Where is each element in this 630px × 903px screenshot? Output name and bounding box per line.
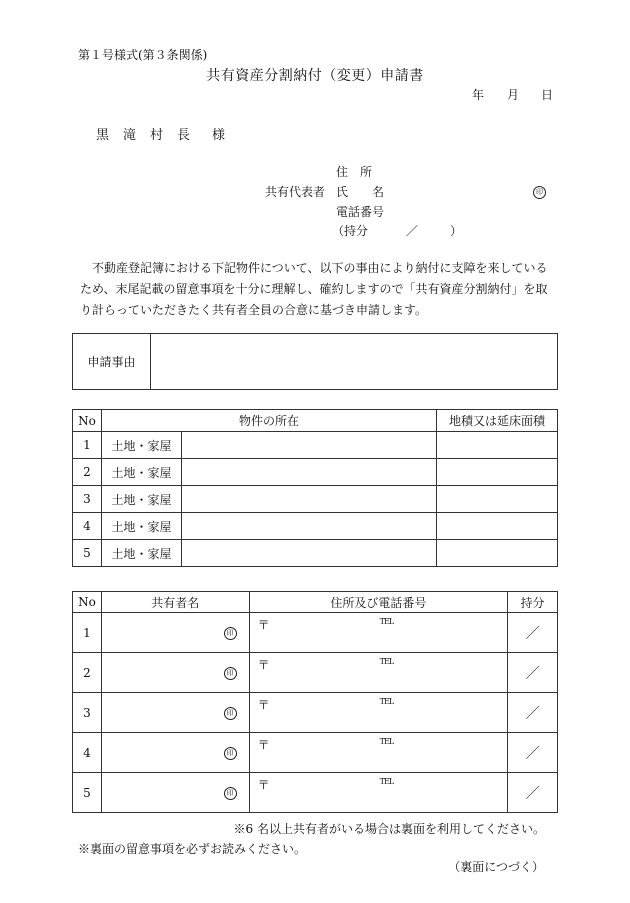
reason-label: 申請事由 (73, 334, 151, 390)
continued-label: （裏面につづく） (448, 860, 544, 874)
seal-mark-icon: 印 (224, 747, 237, 760)
tel-label: TEL (379, 657, 394, 666)
share-slash: ／ (525, 705, 540, 722)
statement-paragraph: 不動産登記簿における下記物件について、以下の事由により納付に支障を来しているため、末尾記載の留意事項を十分に理解し、確約しますので「共有資産分割納付」を取り計らっていただきたく共有者全員の合意に基づき申請します。 (80, 261, 548, 317)
page-title: 共有資産分割納付（変更）申請書 (206, 68, 424, 84)
postal-mark-icon: 〒 (257, 618, 270, 632)
row-number: 3 (73, 486, 102, 513)
share-open: （持分 (332, 224, 369, 238)
property-area-cell[interactable] (437, 540, 558, 567)
owner-share-cell[interactable] (508, 613, 558, 653)
postal-mark-icon: 〒 (257, 778, 270, 792)
owner-name-cell[interactable] (101, 733, 249, 773)
property-area-cell[interactable] (437, 513, 558, 540)
phone-label: 電話番号 (336, 205, 385, 219)
property-kind: 土地・家屋 (102, 540, 182, 567)
seal-mark-icon: 印 (224, 787, 237, 800)
share-slash: ／ (525, 785, 540, 802)
owner-address-cell[interactable] (249, 693, 507, 733)
property-kind: 土地・家屋 (102, 459, 182, 486)
row-number: 5 (73, 540, 102, 567)
property-table (72, 409, 558, 567)
table-row (73, 459, 558, 486)
table-row (73, 773, 558, 813)
reason-input-cell[interactable] (151, 334, 558, 390)
row-number: 4 (73, 513, 102, 540)
table-row (73, 432, 558, 459)
property-kind: 土地・家屋 (102, 513, 182, 540)
addressee (96, 124, 225, 143)
property-header-no: No (73, 410, 102, 432)
property-location-cell[interactable] (182, 513, 437, 540)
postal-mark-icon: 〒 (257, 738, 270, 752)
row-number: 1 (73, 432, 102, 459)
owner-share-cell[interactable] (508, 653, 558, 693)
owner-name-cell[interactable] (101, 693, 249, 733)
addressee-honorific: 様 (212, 128, 226, 143)
owner-header-name: 共有者名 (101, 592, 249, 613)
form-number: 第１号様式(第３条関係) (78, 48, 208, 62)
seal-mark-icon: 印 (533, 186, 546, 199)
share-close: ） (450, 224, 463, 238)
table-row (73, 733, 558, 773)
seal-mark-icon: 印 (224, 667, 237, 680)
property-header-area: 地積又は延床面積 (437, 410, 558, 432)
tel-label: TEL (379, 617, 394, 626)
owner-name-cell[interactable] (101, 613, 249, 653)
property-location-cell[interactable] (182, 486, 437, 513)
share-slash: ／ (406, 224, 419, 238)
name-label: 氏 名 (336, 185, 385, 199)
date-year-label: 年 (472, 88, 485, 102)
row-number: 3 (73, 693, 102, 733)
owner-name-cell[interactable] (101, 653, 249, 693)
row-number: 2 (73, 459, 102, 486)
owner-share-cell[interactable] (508, 773, 558, 813)
property-kind: 土地・家屋 (102, 432, 182, 459)
share-slash: ／ (525, 625, 540, 642)
owner-header-address: 住所及び電話番号 (249, 592, 507, 613)
property-header-location: 物件の所在 (102, 410, 437, 432)
owner-share-cell[interactable] (508, 693, 558, 733)
address-label: 住 所 (336, 165, 373, 179)
owner-share-cell[interactable] (508, 733, 558, 773)
property-area-cell[interactable] (437, 459, 558, 486)
seal-mark-icon: 印 (224, 627, 237, 640)
date-month-label: 月 (507, 88, 520, 102)
table-row (73, 693, 558, 733)
owner-address-cell[interactable] (249, 773, 507, 813)
note-read-reverse: ※裏面の留意事項を必ずお読みください。 (78, 842, 307, 856)
table-row (73, 513, 558, 540)
property-location-cell[interactable] (182, 459, 437, 486)
row-number: 4 (73, 733, 102, 773)
property-area-cell[interactable] (437, 486, 558, 513)
tel-label: TEL (379, 697, 394, 706)
table-row (73, 613, 558, 653)
representative-label: 共有代表者 (265, 185, 326, 199)
addressee-name: 黒滝村長 (96, 128, 205, 143)
tel-label: TEL (379, 737, 394, 746)
owner-header-no: No (73, 592, 102, 613)
share-slash: ／ (525, 665, 540, 682)
row-number: 2 (73, 653, 102, 693)
postal-mark-icon: 〒 (257, 658, 270, 672)
row-number: 5 (73, 773, 102, 813)
table-row (73, 486, 558, 513)
owner-name-cell[interactable] (101, 773, 249, 813)
row-number: 1 (73, 613, 102, 653)
property-location-cell[interactable] (182, 432, 437, 459)
owner-address-cell[interactable] (249, 613, 507, 653)
tel-label: TEL (379, 777, 394, 786)
representative-stamp (533, 183, 546, 199)
property-location-cell[interactable] (182, 540, 437, 567)
table-row (73, 540, 558, 567)
share-slash: ／ (525, 745, 540, 762)
owner-header-share: 持分 (508, 592, 558, 613)
postal-mark-icon: 〒 (257, 698, 270, 712)
seal-mark-icon: 印 (224, 707, 237, 720)
owner-address-cell[interactable] (249, 653, 507, 693)
application-statement (80, 258, 558, 321)
owner-address-cell[interactable] (249, 733, 507, 773)
reason-table (72, 333, 558, 390)
property-area-cell[interactable] (437, 432, 558, 459)
property-kind: 土地・家屋 (102, 486, 182, 513)
table-row (73, 653, 558, 693)
date-day-label: 日 (541, 88, 554, 102)
note-additional-owners: ※6 名以上共有者がいる場合は裏面を利用してください。 (233, 822, 545, 836)
owner-table (72, 591, 558, 813)
